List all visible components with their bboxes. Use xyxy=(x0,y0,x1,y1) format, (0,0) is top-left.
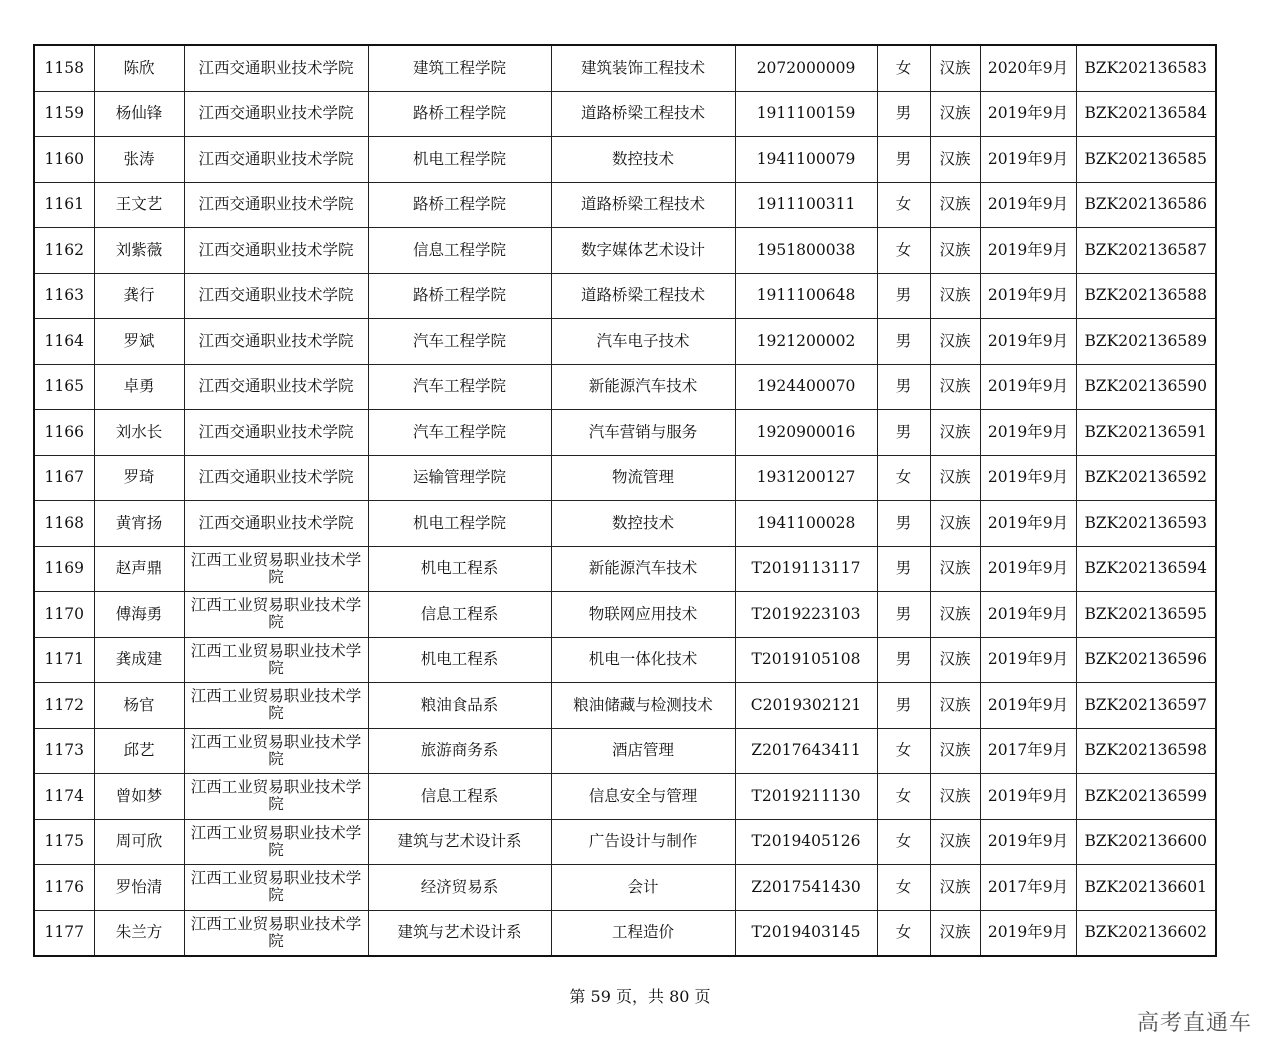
gender-cell: 男 xyxy=(877,364,930,410)
certificate-number-cell: BZK202136592 xyxy=(1076,455,1216,501)
enrollment-date-cell: 2019年9月 xyxy=(980,228,1076,274)
gender-cell: 男 xyxy=(877,91,930,137)
major-cell: 广告设计与制作 xyxy=(551,819,735,865)
certificate-number-cell: BZK202136589 xyxy=(1076,319,1216,365)
department-cell: 运输管理学院 xyxy=(368,455,551,501)
ethnicity-cell: 汉族 xyxy=(930,45,980,91)
footer-prefix: 第 xyxy=(569,987,586,1006)
major-cell: 道路桥梁工程技术 xyxy=(551,273,735,319)
school-cell: 江西工业贸易职业技术学院 xyxy=(184,774,368,820)
table-row xyxy=(34,910,1216,956)
department-cell: 路桥工程学院 xyxy=(368,91,551,137)
enrollment-date-cell: 2019年9月 xyxy=(980,455,1076,501)
enrollment-date-cell: 2017年9月 xyxy=(980,728,1076,774)
table-row xyxy=(34,455,1216,501)
name-cell: 杨仙锋 xyxy=(94,91,184,137)
current-page-number: 59 xyxy=(590,987,611,1006)
table-row xyxy=(34,637,1216,683)
student-id-cell: 1911100159 xyxy=(735,91,877,137)
major-cell: 物联网应用技术 xyxy=(551,592,735,638)
gender-cell: 女 xyxy=(877,819,930,865)
department-cell: 汽车工程学院 xyxy=(368,410,551,456)
department-cell: 经济贸易系 xyxy=(368,865,551,911)
major-cell: 道路桥梁工程技术 xyxy=(551,182,735,228)
serial-number-cell: 1161 xyxy=(34,182,94,228)
ethnicity-cell: 汉族 xyxy=(930,774,980,820)
gender-cell: 女 xyxy=(877,45,930,91)
table-row xyxy=(34,364,1216,410)
major-cell: 机电一体化技术 xyxy=(551,637,735,683)
certificate-number-cell: BZK202136601 xyxy=(1076,865,1216,911)
certificate-number-cell: BZK202136599 xyxy=(1076,774,1216,820)
table-row xyxy=(34,182,1216,228)
department-cell: 汽车工程学院 xyxy=(368,364,551,410)
table-row xyxy=(34,228,1216,274)
table-row xyxy=(34,546,1216,592)
school-cell: 江西交通职业技术学院 xyxy=(184,91,368,137)
major-cell: 汽车电子技术 xyxy=(551,319,735,365)
school-cell: 江西工业贸易职业技术学院 xyxy=(184,592,368,638)
name-cell: 罗怡清 xyxy=(94,865,184,911)
gender-cell: 女 xyxy=(877,865,930,911)
enrollment-date-cell: 2019年9月 xyxy=(980,819,1076,865)
serial-number-cell: 1159 xyxy=(34,91,94,137)
watermark-logo-text: 高考直通车 xyxy=(1136,1011,1252,1036)
school-cell: 江西工业贸易职业技术学院 xyxy=(184,546,368,592)
student-id-cell: Z2017541430 xyxy=(735,865,877,911)
enrollment-date-cell: 2019年9月 xyxy=(980,273,1076,319)
serial-number-cell: 1160 xyxy=(34,137,94,183)
school-cell: 江西交通职业技术学院 xyxy=(184,364,368,410)
student-id-cell: T2019211130 xyxy=(735,774,877,820)
certificate-number-cell: BZK202136597 xyxy=(1076,683,1216,729)
department-cell: 粮油食品系 xyxy=(368,683,551,729)
certificate-number-cell: BZK202136590 xyxy=(1076,364,1216,410)
department-cell: 建筑与艺术设计系 xyxy=(368,819,551,865)
department-cell: 信息工程学院 xyxy=(368,228,551,274)
school-cell: 江西交通职业技术学院 xyxy=(184,228,368,274)
certificate-number-cell: BZK202136583 xyxy=(1076,45,1216,91)
serial-number-cell: 1172 xyxy=(34,683,94,729)
footer-suffix: 页 xyxy=(694,987,711,1006)
gender-cell: 男 xyxy=(877,546,930,592)
department-cell: 建筑工程学院 xyxy=(368,45,551,91)
major-cell: 数控技术 xyxy=(551,501,735,547)
major-cell: 物流管理 xyxy=(551,455,735,501)
enrollment-date-cell: 2019年9月 xyxy=(980,774,1076,820)
serial-number-cell: 1173 xyxy=(34,728,94,774)
serial-number-cell: 1163 xyxy=(34,273,94,319)
certificate-number-cell: BZK202136587 xyxy=(1076,228,1216,274)
name-cell: 周可欣 xyxy=(94,819,184,865)
gender-cell: 女 xyxy=(877,182,930,228)
student-id-cell: T2019403145 xyxy=(735,910,877,956)
certificate-number-cell: BZK202136596 xyxy=(1076,637,1216,683)
name-cell: 龚行 xyxy=(94,273,184,319)
name-cell: 龚成建 xyxy=(94,637,184,683)
enrollment-date-cell: 2019年9月 xyxy=(980,137,1076,183)
ethnicity-cell: 汉族 xyxy=(930,273,980,319)
table-row xyxy=(34,410,1216,456)
ethnicity-cell: 汉族 xyxy=(930,501,980,547)
table-row xyxy=(34,137,1216,183)
footer-middle: 页，共 xyxy=(615,987,664,1006)
name-cell: 黄宵扬 xyxy=(94,501,184,547)
table-row xyxy=(34,45,1216,91)
student-roster-table xyxy=(33,44,1217,957)
certificate-number-cell: BZK202136591 xyxy=(1076,410,1216,456)
department-cell: 机电工程学院 xyxy=(368,137,551,183)
name-cell: 刘紫薇 xyxy=(94,228,184,274)
ethnicity-cell: 汉族 xyxy=(930,546,980,592)
enrollment-date-cell: 2019年9月 xyxy=(980,637,1076,683)
school-cell: 江西工业贸易职业技术学院 xyxy=(184,728,368,774)
serial-number-cell: 1174 xyxy=(34,774,94,820)
major-cell: 数字媒体艺术设计 xyxy=(551,228,735,274)
gender-cell: 女 xyxy=(877,774,930,820)
name-cell: 卓勇 xyxy=(94,364,184,410)
name-cell: 赵声鼎 xyxy=(94,546,184,592)
enrollment-date-cell: 2020年9月 xyxy=(980,45,1076,91)
gender-cell: 女 xyxy=(877,455,930,501)
name-cell: 陈欣 xyxy=(94,45,184,91)
serial-number-cell: 1164 xyxy=(34,319,94,365)
school-cell: 江西交通职业技术学院 xyxy=(184,45,368,91)
table-row xyxy=(34,819,1216,865)
department-cell: 路桥工程学院 xyxy=(368,182,551,228)
school-cell: 江西工业贸易职业技术学院 xyxy=(184,637,368,683)
department-cell: 旅游商务系 xyxy=(368,728,551,774)
major-cell: 建筑装饰工程技术 xyxy=(551,45,735,91)
student-id-cell: T2019113117 xyxy=(735,546,877,592)
ethnicity-cell: 汉族 xyxy=(930,865,980,911)
table-row xyxy=(34,319,1216,365)
student-id-cell: 1911100648 xyxy=(735,273,877,319)
major-cell: 粮油储藏与检测技术 xyxy=(551,683,735,729)
certificate-number-cell: BZK202136585 xyxy=(1076,137,1216,183)
serial-number-cell: 1168 xyxy=(34,501,94,547)
student-id-cell: 1941100028 xyxy=(735,501,877,547)
table-row xyxy=(34,91,1216,137)
serial-number-cell: 1169 xyxy=(34,546,94,592)
department-cell: 机电工程系 xyxy=(368,546,551,592)
name-cell: 曾如梦 xyxy=(94,774,184,820)
name-cell: 张涛 xyxy=(94,137,184,183)
name-cell: 朱兰方 xyxy=(94,910,184,956)
department-cell: 汽车工程学院 xyxy=(368,319,551,365)
student-id-cell: 2072000009 xyxy=(735,45,877,91)
student-id-cell: C2019302121 xyxy=(735,683,877,729)
school-cell: 江西工业贸易职业技术学院 xyxy=(184,819,368,865)
certificate-number-cell: BZK202136602 xyxy=(1076,910,1216,956)
table-row xyxy=(34,501,1216,547)
enrollment-date-cell: 2019年9月 xyxy=(980,364,1076,410)
major-cell: 酒店管理 xyxy=(551,728,735,774)
serial-number-cell: 1165 xyxy=(34,364,94,410)
student-id-cell: T2019105108 xyxy=(735,637,877,683)
certificate-number-cell: BZK202136598 xyxy=(1076,728,1216,774)
gender-cell: 男 xyxy=(877,683,930,729)
major-cell: 数控技术 xyxy=(551,137,735,183)
gender-cell: 女 xyxy=(877,728,930,774)
student-id-cell: Z2017643411 xyxy=(735,728,877,774)
school-cell: 江西工业贸易职业技术学院 xyxy=(184,865,368,911)
enrollment-date-cell: 2019年9月 xyxy=(980,410,1076,456)
enrollment-date-cell: 2019年9月 xyxy=(980,910,1076,956)
major-cell: 新能源汽车技术 xyxy=(551,364,735,410)
school-cell: 江西交通职业技术学院 xyxy=(184,182,368,228)
certificate-number-cell: BZK202136593 xyxy=(1076,501,1216,547)
enrollment-date-cell: 2019年9月 xyxy=(980,319,1076,365)
major-cell: 信息安全与管理 xyxy=(551,774,735,820)
department-cell: 建筑与艺术设计系 xyxy=(368,910,551,956)
major-cell: 新能源汽车技术 xyxy=(551,546,735,592)
gender-cell: 男 xyxy=(877,273,930,319)
student-id-cell: 1920900016 xyxy=(735,410,877,456)
department-cell: 路桥工程学院 xyxy=(368,273,551,319)
gender-cell: 男 xyxy=(877,637,930,683)
major-cell: 工程造价 xyxy=(551,910,735,956)
school-cell: 江西工业贸易职业技术学院 xyxy=(184,910,368,956)
name-cell: 杨官 xyxy=(94,683,184,729)
serial-number-cell: 1167 xyxy=(34,455,94,501)
student-id-cell: 1931200127 xyxy=(735,455,877,501)
table-row xyxy=(34,273,1216,319)
school-cell: 江西交通职业技术学院 xyxy=(184,137,368,183)
table-row xyxy=(34,728,1216,774)
ethnicity-cell: 汉族 xyxy=(930,91,980,137)
ethnicity-cell: 汉族 xyxy=(930,228,980,274)
serial-number-cell: 1171 xyxy=(34,637,94,683)
student-id-cell: 1924400070 xyxy=(735,364,877,410)
enrollment-date-cell: 2019年9月 xyxy=(980,91,1076,137)
student-id-cell: 1951800038 xyxy=(735,228,877,274)
ethnicity-cell: 汉族 xyxy=(930,137,980,183)
certificate-number-cell: BZK202136594 xyxy=(1076,546,1216,592)
gender-cell: 女 xyxy=(877,910,930,956)
certificate-number-cell: BZK202136586 xyxy=(1076,182,1216,228)
serial-number-cell: 1158 xyxy=(34,45,94,91)
name-cell: 罗琦 xyxy=(94,455,184,501)
certificate-number-cell: BZK202136595 xyxy=(1076,592,1216,638)
total-page-count: 80 xyxy=(669,987,690,1006)
ethnicity-cell: 汉族 xyxy=(930,364,980,410)
school-cell: 江西交通职业技术学院 xyxy=(184,455,368,501)
page-footer xyxy=(0,984,1280,1007)
enrollment-date-cell: 2019年9月 xyxy=(980,182,1076,228)
student-id-cell: T2019405126 xyxy=(735,819,877,865)
gender-cell: 男 xyxy=(877,137,930,183)
ethnicity-cell: 汉族 xyxy=(930,819,980,865)
enrollment-date-cell: 2019年9月 xyxy=(980,592,1076,638)
department-cell: 信息工程系 xyxy=(368,592,551,638)
enrollment-date-cell: 2019年9月 xyxy=(980,546,1076,592)
department-cell: 信息工程系 xyxy=(368,774,551,820)
school-cell: 江西交通职业技术学院 xyxy=(184,273,368,319)
student-id-cell: T2019223103 xyxy=(735,592,877,638)
ethnicity-cell: 汉族 xyxy=(930,683,980,729)
table-row xyxy=(34,592,1216,638)
enrollment-date-cell: 2017年9月 xyxy=(980,865,1076,911)
table-row xyxy=(34,683,1216,729)
ethnicity-cell: 汉族 xyxy=(930,910,980,956)
enrollment-date-cell: 2019年9月 xyxy=(980,501,1076,547)
gender-cell: 男 xyxy=(877,410,930,456)
student-id-cell: 1921200002 xyxy=(735,319,877,365)
gender-cell: 女 xyxy=(877,228,930,274)
name-cell: 邱艺 xyxy=(94,728,184,774)
gender-cell: 男 xyxy=(877,592,930,638)
ethnicity-cell: 汉族 xyxy=(930,455,980,501)
gender-cell: 男 xyxy=(877,501,930,547)
table-row xyxy=(34,865,1216,911)
certificate-number-cell: BZK202136588 xyxy=(1076,273,1216,319)
ethnicity-cell: 汉族 xyxy=(930,728,980,774)
serial-number-cell: 1175 xyxy=(34,819,94,865)
department-cell: 机电工程系 xyxy=(368,637,551,683)
student-id-cell: 1911100311 xyxy=(735,182,877,228)
school-cell: 江西交通职业技术学院 xyxy=(184,501,368,547)
name-cell: 刘水长 xyxy=(94,410,184,456)
serial-number-cell: 1177 xyxy=(34,910,94,956)
table-row xyxy=(34,774,1216,820)
gender-cell: 男 xyxy=(877,319,930,365)
major-cell: 汽车营销与服务 xyxy=(551,410,735,456)
major-cell: 会计 xyxy=(551,865,735,911)
certificate-number-cell: BZK202136600 xyxy=(1076,819,1216,865)
serial-number-cell: 1162 xyxy=(34,228,94,274)
student-id-cell: 1941100079 xyxy=(735,137,877,183)
name-cell: 傅海勇 xyxy=(94,592,184,638)
roster-body xyxy=(34,45,1216,956)
ethnicity-cell: 汉族 xyxy=(930,182,980,228)
serial-number-cell: 1170 xyxy=(34,592,94,638)
ethnicity-cell: 汉族 xyxy=(930,410,980,456)
enrollment-date-cell: 2019年9月 xyxy=(980,683,1076,729)
school-cell: 江西工业贸易职业技术学院 xyxy=(184,683,368,729)
name-cell: 罗斌 xyxy=(94,319,184,365)
major-cell: 道路桥梁工程技术 xyxy=(551,91,735,137)
certificate-number-cell: BZK202136584 xyxy=(1076,91,1216,137)
serial-number-cell: 1176 xyxy=(34,865,94,911)
ethnicity-cell: 汉族 xyxy=(930,637,980,683)
school-cell: 江西交通职业技术学院 xyxy=(184,410,368,456)
department-cell: 机电工程学院 xyxy=(368,501,551,547)
ethnicity-cell: 汉族 xyxy=(930,592,980,638)
serial-number-cell: 1166 xyxy=(34,410,94,456)
school-cell: 江西交通职业技术学院 xyxy=(184,319,368,365)
name-cell: 王文艺 xyxy=(94,182,184,228)
ethnicity-cell: 汉族 xyxy=(930,319,980,365)
